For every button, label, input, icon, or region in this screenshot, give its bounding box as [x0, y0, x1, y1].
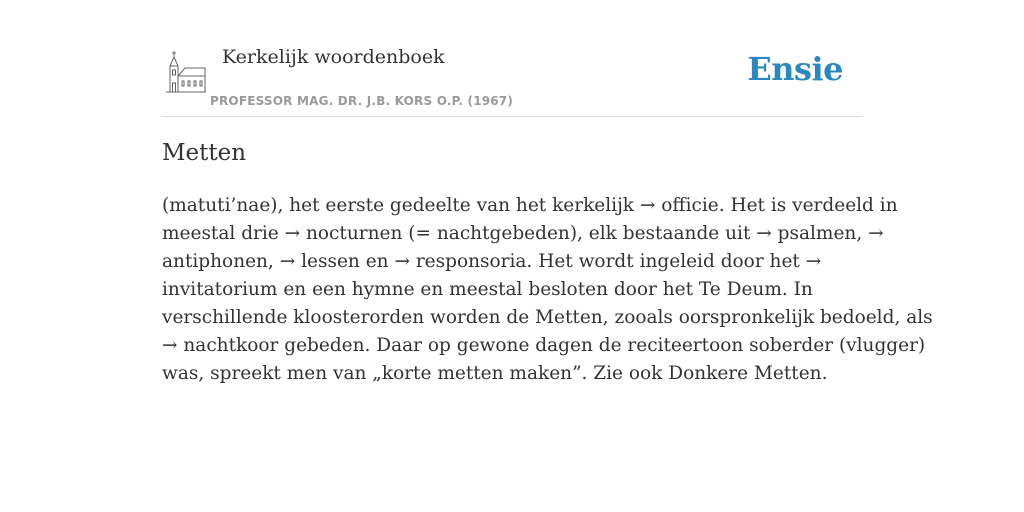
- definition-line: was, spreekt men van „korte metten maken”. Zie ook Donkere Metten.: [162, 363, 828, 384]
- definition-line: invitatorium en een hymne en meestal besloten door het Te Deum. In: [162, 279, 813, 300]
- church-icon: [165, 50, 207, 94]
- definition-line: meestal drie → nocturnen (= nachtgebeden), elk bestaande uit → psalmen, →: [162, 223, 884, 244]
- entry-term: Metten: [162, 140, 247, 166]
- page-content: [162, 0, 933, 384]
- definition-line: (matuti’nae), het eerste gedeelte van het kerkelijk → officie. Het is verdeeld in: [162, 195, 898, 216]
- definition-line: → nachtkoor gebeden. Daar op gewone dagen de reciteertoon soberder (vlugger): [162, 335, 926, 356]
- dictionary-title[interactable]: Kerkelijk woordenboek: [222, 46, 445, 68]
- author-credit: PROFESSOR MAG. DR. J.B. KORS O.P. (1967): [210, 94, 514, 108]
- brand-logo[interactable]: Ensie: [747, 50, 843, 88]
- definition-line: antiphonen, → lessen en → responsoria. Het wordt ingeleid door het →: [162, 251, 822, 272]
- dictionary-header: [162, 0, 862, 117]
- definition-line: verschillende kloosterorden worden de Metten, zooals oorspronkelijk bedoeld, als: [162, 307, 933, 328]
- entry-definition: [162, 192, 933, 388]
